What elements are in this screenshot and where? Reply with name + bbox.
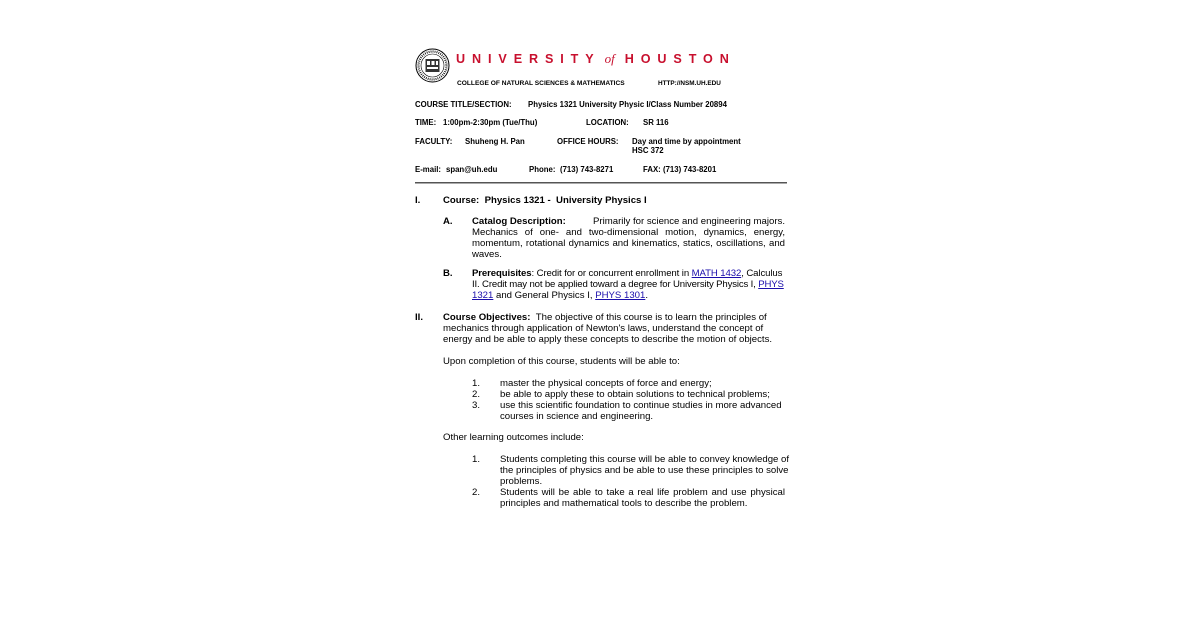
list-item	[472, 400, 480, 411]
prereq-text-3: II. Credit may not be applied toward a degree for University Physics I,	[472, 279, 759, 290]
upon-completion: Upon completion of this course, students will be able to:	[443, 356, 680, 367]
objectives-line-2: mechanics through application of Newton's laws, understand the concept of	[443, 323, 764, 334]
prereq-text-2: , Calculus	[741, 268, 783, 279]
location-label: LOCATION:	[586, 118, 629, 127]
location-value: SR 116	[643, 118, 669, 127]
list-item-text: Students completing this course will be able to convey knowledge of	[500, 454, 790, 465]
link-phys-1321-a[interactable]: PHYS	[758, 279, 784, 290]
list-item	[472, 454, 480, 465]
wordmark-houston: HOUSTON	[624, 52, 736, 66]
section-b-number: B.	[443, 268, 453, 279]
office-hours-value: Day and time by appointment	[632, 137, 741, 146]
catalog-line-4: waves.	[472, 249, 502, 260]
faculty-label: FACULTY:	[415, 137, 453, 146]
course-objectives-title: Course Objectives:	[443, 312, 531, 323]
prerequisites-title: Prerequisites	[472, 268, 532, 279]
wordmark-university: UNIVERSITY	[456, 52, 601, 66]
university-wordmark	[456, 51, 736, 67]
list-item	[472, 378, 480, 389]
prereq-text-4: and General Physics I,	[493, 290, 596, 301]
college-website[interactable]: HTTP://NSM.UH.EDU	[658, 80, 721, 87]
catalog-line-3: momentum, rotational dynamics and kinematics, statics, oscillations, and	[472, 238, 785, 249]
email-value[interactable]: span@uh.edu	[446, 165, 498, 174]
list-number: 1.	[472, 454, 481, 465]
fax-value: (713) 743-8201	[663, 165, 717, 174]
faculty-value: Shuheng H. Pan	[465, 137, 525, 146]
catalog-description-title: Catalog Description:	[472, 216, 566, 227]
wordmark-of: of	[604, 51, 615, 66]
office-hours-label: OFFICE HOURS:	[557, 137, 619, 146]
list-item-text: the principles of physics and be able to use these principles to solve	[500, 465, 789, 476]
link-phys-1301[interactable]: PHYS 1301	[595, 290, 646, 301]
other-outcomes: Other learning outcomes include:	[443, 432, 584, 443]
email-label: E-mail:	[415, 165, 441, 174]
list-item-text: use this scientific foundation to continue studies in more advanced	[500, 400, 782, 411]
header-divider	[415, 182, 787, 184]
list-number: 1.	[472, 378, 481, 389]
section-1-number: I.	[415, 195, 421, 206]
fax-label: FAX:	[643, 165, 661, 174]
objectives-line-3: energy and be able to apply these concepts to describe the motion of objects.	[443, 334, 773, 345]
list-item	[472, 389, 480, 400]
phone-value: (713) 743-8271	[560, 165, 614, 174]
time-label: TIME:	[415, 118, 437, 127]
catalog-line-1: Primarily for science and engineering majors.	[593, 216, 785, 227]
list-item-text: principles and mathematical tools to describe the problem.	[500, 498, 748, 509]
college-name: COLLEGE OF NATURAL SCIENCES & MATHEMATICS	[457, 80, 625, 87]
time-value: 1:00pm-2:30pm (Tue/Thu)	[443, 118, 538, 127]
section-1-title: Course: Physics 1321 - University Physics I	[443, 195, 647, 206]
list-item-text: master the physical concepts of force and energy;	[500, 378, 712, 389]
seal-logo	[415, 48, 450, 83]
list-item-text: Students will be able to take a real life problem and use physical	[500, 487, 785, 498]
section-a-number: A.	[443, 216, 453, 227]
course-objectives	[443, 312, 773, 345]
list-number: 2.	[472, 389, 481, 400]
list-item	[472, 487, 480, 498]
prereq-text-5: .	[645, 290, 649, 301]
course-title-label: COURSE TITLE/SECTION:	[415, 100, 512, 109]
section-2-number: II.	[415, 312, 423, 323]
list-number: 2.	[472, 487, 481, 498]
list-item-text: problems.	[500, 476, 543, 487]
objectives-line-1: The objective of this course is to learn the principles of	[535, 312, 767, 323]
course-title-value: Physics 1321 University Physic I/Class Number 20894	[528, 100, 727, 109]
link-math-1432[interactable]: MATH 1432	[691, 268, 742, 279]
catalog-line-2: Mechanics of one- and two-dimensional motion, dynamics, energy,	[472, 227, 785, 238]
list-item-text: be able to apply these to obtain solutions to technical problems;	[500, 389, 770, 400]
phone-label: Phone:	[529, 165, 556, 174]
catalog-description	[472, 216, 785, 260]
list-item-text: courses in science and engineering.	[500, 411, 654, 422]
prereq-text-1: : Credit for or concurrent enrollment in	[531, 268, 692, 279]
office-room: HSC 372	[632, 146, 664, 155]
list-number: 3.	[472, 400, 481, 411]
link-phys-1321-b[interactable]: 1321	[472, 290, 494, 301]
prerequisites	[472, 268, 786, 301]
